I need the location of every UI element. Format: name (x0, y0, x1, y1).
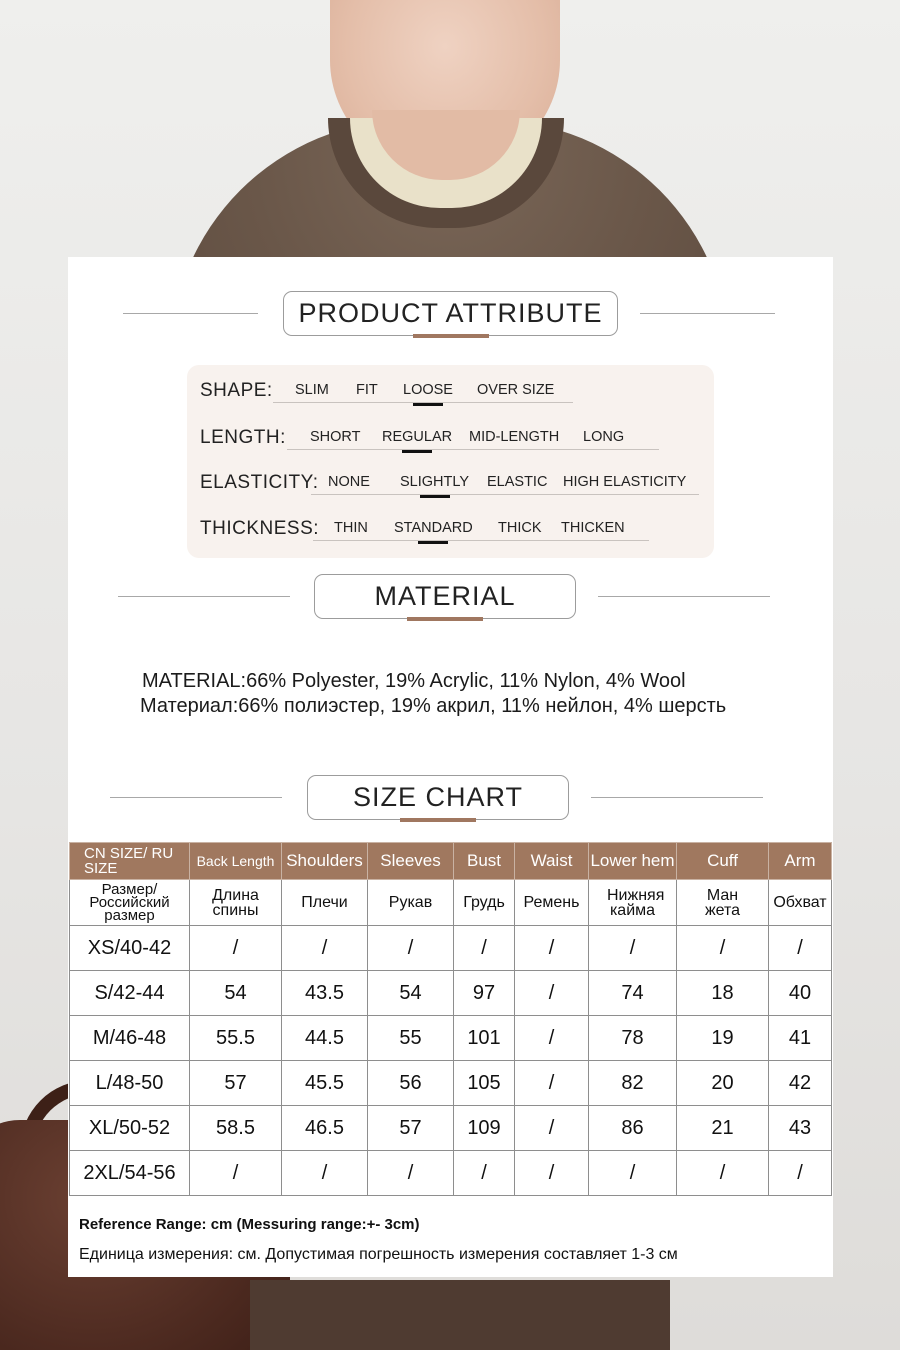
value-cell: / (515, 1106, 589, 1151)
value-cell: / (282, 926, 368, 971)
attribute-option: SLIM (295, 382, 329, 398)
attribute-option: LONG (583, 429, 625, 445)
selected-marker (402, 450, 432, 453)
table-subheader-cell: Рукав (368, 880, 454, 926)
value-cell: 19 (677, 1016, 769, 1061)
attribute-option: MID-LENGTH (469, 429, 560, 445)
reference-note-russian: Единица измерения: см. Допустимая погрешность измерения составляет 1-3 см (79, 1246, 678, 1263)
attribute-line (313, 540, 649, 541)
value-cell: / (769, 1151, 832, 1196)
value-cell: 20 (677, 1061, 769, 1106)
divider-line (591, 797, 763, 798)
section-title-text: MATERIAL (374, 581, 516, 611)
value-cell: / (515, 926, 589, 971)
value-cell: 42 (769, 1061, 832, 1106)
section-title-attribute (283, 291, 618, 336)
attribute-option-selected: SLIGHTLY (400, 474, 469, 490)
table-header-cell: Arm (769, 843, 832, 880)
attribute-panel (187, 365, 714, 558)
section-title-material (314, 574, 576, 619)
table-subheader-row (70, 880, 832, 926)
table-header-cell: Cuff (677, 843, 769, 880)
value-cell: 74 (589, 971, 677, 1016)
size-cell: 2XL/54-56 (70, 1151, 190, 1196)
section-title-text: PRODUCT ATTRIBUTE (298, 298, 603, 328)
value-cell: / (589, 926, 677, 971)
attribute-label: THICKNESS: (200, 518, 320, 539)
value-cell: 86 (589, 1106, 677, 1151)
value-cell: / (515, 1061, 589, 1106)
table-header-cell: Waist (515, 843, 589, 880)
divider-line (123, 313, 258, 314)
value-cell: 55.5 (190, 1016, 282, 1061)
value-cell: 46.5 (282, 1106, 368, 1151)
section-title-size-chart (307, 775, 569, 820)
value-cell: 40 (769, 971, 832, 1016)
size-chart-table (69, 842, 832, 1196)
reference-note-english: Reference Range: cm (Messuring range:+- 3cm) (79, 1216, 420, 1233)
value-cell: 41 (769, 1016, 832, 1061)
material-english: MATERIAL:66% Polyester, 19% Acrylic, 11% Nylon, 4% Wool (142, 670, 686, 692)
attribute-option: OVER SIZE (477, 382, 555, 398)
value-cell: 56 (368, 1061, 454, 1106)
attribute-option: THICK (498, 520, 542, 536)
attribute-label: LENGTH: (200, 427, 286, 448)
attribute-row-length (187, 426, 714, 466)
attribute-line (311, 494, 699, 495)
value-cell: 78 (589, 1016, 677, 1061)
table-header-cell: Back Length (190, 843, 282, 880)
value-cell: 21 (677, 1106, 769, 1151)
attribute-label: SHAPE: (200, 380, 273, 401)
value-cell: / (769, 926, 832, 971)
attribute-option: ELASTIC (487, 474, 548, 490)
size-cell: L/48-50 (70, 1061, 190, 1106)
attribute-option-selected: REGULAR (382, 429, 452, 445)
value-cell: 45.5 (282, 1061, 368, 1106)
value-cell: 54 (190, 971, 282, 1016)
table-subheader-cell: Плечи (282, 880, 368, 926)
divider-line (118, 596, 290, 597)
table-subheader-cell: Обхват (769, 880, 832, 926)
value-cell: / (454, 926, 515, 971)
attribute-option: NONE (328, 474, 370, 490)
attribute-row-thickness (187, 517, 714, 557)
value-cell: / (454, 1151, 515, 1196)
table-header-cell: Sleeves (368, 843, 454, 880)
table-header-row (70, 843, 832, 880)
value-cell: / (677, 1151, 769, 1196)
table-subheader-cell: Ман жета (677, 880, 769, 926)
value-cell: 18 (677, 971, 769, 1016)
table-row (70, 1016, 832, 1061)
table-subheader-cell: Размер/ Российский размер (70, 880, 190, 926)
attribute-option: THICKEN (561, 520, 625, 536)
size-cell: XL/50-52 (70, 1106, 190, 1151)
title-underline (400, 818, 476, 822)
section-title-text: SIZE CHART (352, 782, 524, 812)
value-cell: 101 (454, 1016, 515, 1061)
value-cell: / (677, 926, 769, 971)
value-cell: / (190, 1151, 282, 1196)
selected-marker (420, 495, 450, 498)
title-underline (407, 617, 483, 621)
attribute-option: THIN (334, 520, 368, 536)
brown-pants (250, 1280, 670, 1350)
value-cell: 57 (190, 1061, 282, 1106)
value-cell: 43 (769, 1106, 832, 1151)
table-row (70, 971, 832, 1016)
size-cell: M/46-48 (70, 1016, 190, 1061)
value-cell: 58.5 (190, 1106, 282, 1151)
value-cell: / (368, 926, 454, 971)
attribute-row-shape (187, 379, 714, 419)
title-underline (413, 334, 489, 338)
divider-line (598, 596, 770, 597)
value-cell: 109 (454, 1106, 515, 1151)
value-cell: 97 (454, 971, 515, 1016)
value-cell: 57 (368, 1106, 454, 1151)
table-header-cell: CN SIZE/ RU SIZE (70, 843, 190, 880)
table-subheader-cell: Длина спины (190, 880, 282, 926)
value-cell: / (589, 1151, 677, 1196)
attribute-option: FIT (356, 382, 378, 398)
value-cell: / (515, 1151, 589, 1196)
value-cell: 54 (368, 971, 454, 1016)
value-cell: 82 (589, 1061, 677, 1106)
attribute-option-selected: LOOSE (403, 382, 453, 398)
selected-marker (413, 403, 443, 406)
size-cell: XS/40-42 (70, 926, 190, 971)
table-header-cell: Bust (454, 843, 515, 880)
table-header-cell: Lower hem (589, 843, 677, 880)
table-row (70, 1151, 832, 1196)
value-cell: 55 (368, 1016, 454, 1061)
attribute-option: HIGH ELASTICITY (563, 474, 687, 490)
value-cell: 44.5 (282, 1016, 368, 1061)
attribute-row-elasticity (187, 471, 714, 511)
divider-line (110, 797, 282, 798)
table-row (70, 926, 832, 971)
table-subheader-cell: Ремень (515, 880, 589, 926)
value-cell: / (282, 1151, 368, 1196)
table-row (70, 1106, 832, 1151)
value-cell: / (515, 971, 589, 1016)
attribute-option-selected: STANDARD (394, 520, 473, 536)
material-russian: Материал:66% полиэстер, 19% акрил, 11% нейлон, 4% шерсть (140, 695, 727, 717)
divider-line (640, 313, 775, 314)
selected-marker (418, 541, 448, 544)
size-cell: S/42-44 (70, 971, 190, 1016)
table-row (70, 1061, 832, 1106)
attribute-line (287, 449, 659, 450)
value-cell: 105 (454, 1061, 515, 1106)
table-subheader-cell: Нижняя кайма (589, 880, 677, 926)
value-cell: / (515, 1016, 589, 1061)
value-cell: / (190, 926, 282, 971)
value-cell: / (368, 1151, 454, 1196)
table-header-cell: Shoulders (282, 843, 368, 880)
attribute-label: ELASTICITY: (200, 472, 319, 493)
attribute-option: SHORT (310, 429, 361, 445)
table-subheader-cell: Грудь (454, 880, 515, 926)
value-cell: 43.5 (282, 971, 368, 1016)
